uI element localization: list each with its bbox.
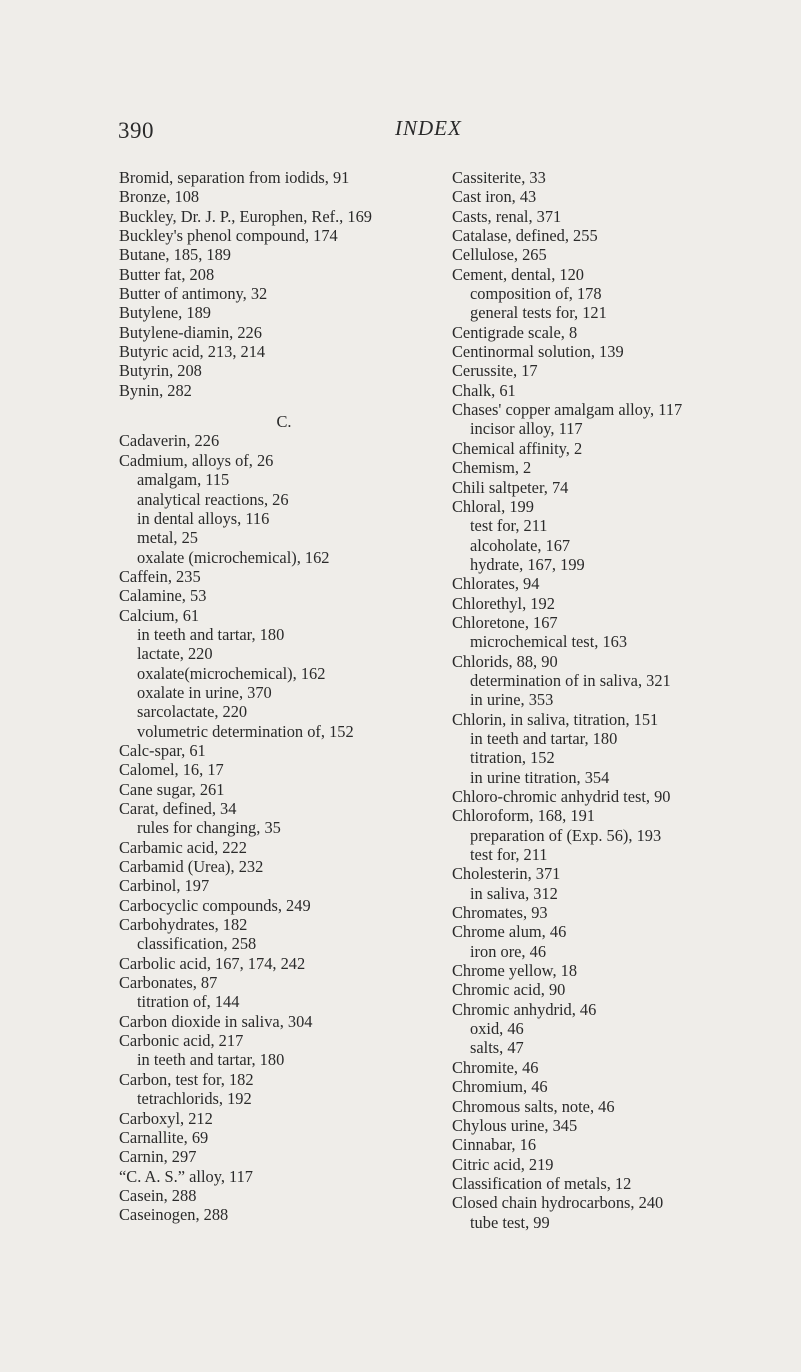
index-entry: Cadaverin, 226	[119, 431, 220, 451]
index-subentry: tetrachlorids, 192	[137, 1089, 252, 1109]
index-entry: Chloral, 199	[452, 496, 534, 516]
index-entry: Cement, dental, 120	[452, 264, 585, 284]
index-entry: Carbon dioxide in saliva, 304	[119, 1011, 313, 1031]
index-entry: Chalk, 61	[452, 380, 516, 400]
index-subentry: oxalate(microchemical), 162	[137, 663, 326, 683]
index-entry: Chromic acid, 90	[452, 980, 566, 1000]
index-entry: Chili saltpeter, 74	[452, 477, 569, 497]
index-subentry: alcoholate, 167	[470, 535, 571, 555]
index-entry: Calcium, 61	[119, 605, 200, 625]
index-subentry: rules for changing, 35	[137, 818, 281, 838]
index-entry: Catalase, defined, 255	[452, 226, 598, 246]
index-entry: Carbamic acid, 222	[119, 837, 247, 857]
index-entry: Chromite, 46	[452, 1057, 539, 1077]
index-entry: Centigrade scale, 8	[452, 322, 578, 342]
index-entry: Cholesterin, 371	[452, 864, 561, 884]
index-subentry: in teeth and tartar, 180	[137, 1050, 285, 1070]
index-subentry: salts, 47	[470, 1038, 524, 1058]
index-entry: Carboxyl, 212	[119, 1108, 213, 1128]
index-subentry: sarcolactate, 220	[137, 702, 248, 722]
index-entry: Buckley, Dr. J. P., Europhen, Ref., 169	[119, 206, 372, 226]
index-column-right	[452, 168, 782, 1232]
index-entry: Cassiterite, 33	[452, 168, 546, 187]
section-heading: C.	[276, 412, 292, 432]
index-entry: Carbocyclic compounds, 249	[119, 895, 311, 915]
index-subentry: incisor alloy, 117	[470, 419, 583, 439]
index-entry: Cane sugar, 261	[119, 779, 225, 799]
index-entry: Carnallite, 69	[119, 1127, 209, 1147]
index-subentry: microchemical test, 163	[470, 632, 628, 652]
index-entry: Casts, renal, 371	[452, 206, 562, 226]
index-entry: Butter fat, 208	[119, 264, 215, 284]
index-entry: Calc-spar, 61	[119, 740, 206, 760]
index-entry: Butylene-diamin, 226	[119, 322, 262, 342]
index-subentry: oxalate (microchemical), 162	[137, 547, 330, 567]
index-entry: Butane, 185, 189	[119, 245, 231, 265]
index-subentry: tube test, 99	[470, 1212, 550, 1232]
index-entry: Chloro-chromic anhydrid test, 90	[452, 787, 671, 806]
index-subentry: in urine, 353	[470, 690, 554, 710]
index-entry: Bronze, 108	[119, 187, 200, 207]
index-entry: Chloretone, 167	[452, 612, 558, 632]
index-subentry: general tests for, 121	[470, 303, 607, 323]
index-subentry: preparation of (Exp. 56), 193	[470, 825, 662, 845]
index-entry: Carbinol, 197	[119, 876, 210, 896]
index-subentry: in saliva, 312	[470, 883, 558, 903]
index-entry: Calomel, 16, 17	[119, 760, 224, 780]
index-entry: “C. A. S.” alloy, 117	[119, 1166, 253, 1186]
index-entry: Chrome alum, 46	[452, 922, 567, 942]
index-subentry: volumetric determination of, 152	[137, 721, 354, 741]
index-entry: Butyrin, 208	[119, 361, 202, 381]
index-entry: Carbonates, 87	[119, 973, 218, 993]
index-entry: Chromous salts, note, 46	[452, 1096, 615, 1116]
index-subentry: lactate, 220	[137, 644, 213, 664]
index-entry: Cinnabar, 16	[452, 1135, 537, 1155]
index-subentry: determination of in saliva, 321	[470, 670, 671, 690]
index-entry: Carnin, 297	[119, 1147, 197, 1167]
index-column-left	[119, 168, 449, 1225]
index-entry: Caseinogen, 288	[119, 1205, 229, 1225]
index-subentry: composition of, 178	[470, 284, 602, 304]
index-subentry: in teeth and tartar, 180	[470, 728, 618, 748]
index-subentry: metal, 25	[137, 528, 198, 548]
index-entry: Chlorids, 88, 90	[452, 651, 558, 671]
index-entry: Classification of metals, 12	[452, 1173, 632, 1193]
index-entry: Carbon, test for, 182	[119, 1069, 254, 1089]
index-entry: Centinormal solution, 139	[452, 342, 624, 362]
index-entry: Carbohydrates, 182	[119, 915, 248, 935]
index-subentry: test for, 211	[470, 845, 548, 865]
index-entry: Chloroform, 168, 191	[452, 806, 595, 826]
index-subentry: classification, 258	[137, 934, 257, 954]
index-entry: Chromates, 93	[452, 903, 548, 923]
running-head: INDEX	[395, 116, 462, 140]
index-entry: Chlorates, 94	[452, 574, 540, 594]
index-entry: Cadmium, alloys of, 26	[119, 450, 274, 470]
index-entry: Caffein, 235	[119, 566, 201, 586]
index-entry: Butyric acid, 213, 214	[119, 342, 266, 362]
index-entry: Carbolic acid, 167, 174, 242	[119, 953, 306, 973]
index-entry: Bromid, separation from iodids, 91	[119, 168, 350, 187]
index-subentry: titration, 152	[470, 748, 555, 768]
index-entry: Chases' copper amalgam alloy, 117	[452, 400, 683, 420]
index-subentry: in urine titration, 354	[470, 767, 610, 787]
index-subentry: titration of, 144	[137, 992, 240, 1012]
index-entry: Chemical affinity, 2	[452, 438, 583, 458]
index-entry: Bynin, 282	[119, 380, 192, 400]
index-entry: Chromium, 46	[452, 1077, 548, 1097]
index-entry: Carbamid (Urea), 232	[119, 857, 264, 877]
index-entry: Butylene, 189	[119, 303, 211, 323]
index-entry: Chemism, 2	[452, 458, 532, 478]
index-subentry: test for, 211	[470, 516, 548, 536]
index-entry: Cast iron, 43	[452, 187, 537, 207]
index-entry: Chlorethyl, 192	[452, 593, 555, 613]
index-subentry: oxalate in urine, 370	[137, 682, 272, 702]
index-entry: Carat, defined, 34	[119, 799, 237, 818]
index-entry: Citric acid, 219	[452, 1154, 554, 1174]
index-subentry: amalgam, 115	[137, 470, 230, 490]
index-subentry: in dental alloys, 116	[137, 508, 270, 528]
index-subentry: iron ore, 46	[470, 941, 547, 961]
index-entry: Closed chain hydrocarbons, 240	[452, 1193, 664, 1213]
index-entry: Cerussite, 17	[452, 361, 538, 381]
index-subentry: analytical reactions, 26	[137, 489, 289, 509]
index-subentry: oxid, 46	[470, 1019, 524, 1039]
index-entry: Chlorin, in saliva, titration, 151	[452, 709, 659, 729]
index-entry: Chrome yellow, 18	[452, 961, 578, 981]
index-subentry: hydrate, 167, 199	[470, 554, 585, 574]
index-subentry: in teeth and tartar, 180	[137, 624, 285, 644]
index-entry: Butter of antimony, 32	[119, 284, 268, 304]
index-entry: Chylous urine, 345	[452, 1115, 578, 1135]
index-entry: Cellulose, 265	[452, 245, 547, 265]
page-number: 390	[118, 118, 154, 143]
index-entry: Casein, 288	[119, 1185, 197, 1205]
index-entry: Chromic anhydrid, 46	[452, 999, 597, 1019]
index-entry: Carbonic acid, 217	[119, 1031, 244, 1051]
index-entry: Calamine, 53	[119, 586, 207, 606]
index-entry: Buckley's phenol compound, 174	[119, 226, 338, 246]
